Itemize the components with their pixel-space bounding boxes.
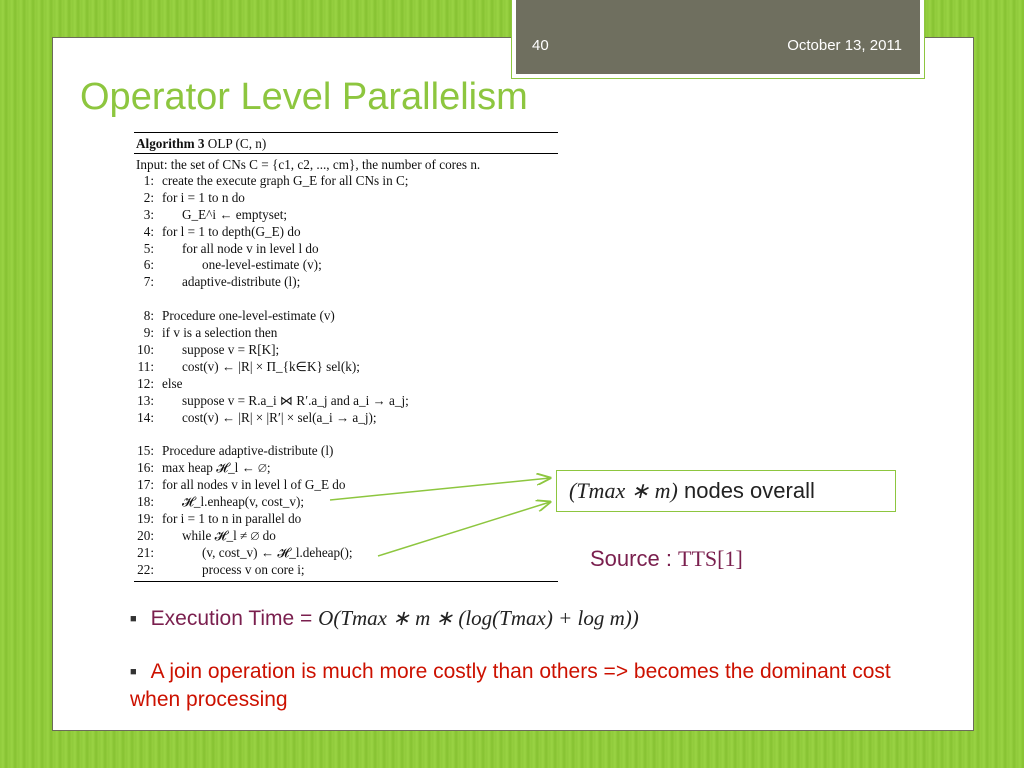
algorithm-line-number: 7: <box>143 274 154 290</box>
algorithm-line-number: 5: <box>143 240 154 256</box>
algorithm-line-code: cost(v) ← |R| × |R′| × sel(a_i → a_j); <box>182 409 377 425</box>
algorithm-line-code: while 𝓗_l ≠ ∅ do <box>182 527 276 543</box>
algorithm-line-number: 9: <box>143 325 154 341</box>
bullet-marker-icon: ■ <box>130 613 137 626</box>
algorithm-line-code: one-level-estimate (v); <box>202 257 322 273</box>
algorithm-line-code: create the execute graph G_E for all CNs in C; <box>162 173 409 188</box>
algorithm-input: Input: the set of CNs C = {c1, c2, ..., cm}, the number of cores n. <box>136 157 481 172</box>
source-label: Source : <box>590 546 679 571</box>
algorithm-line-number: 4: <box>143 223 154 239</box>
algorithm-line-number: 15: <box>137 443 154 459</box>
algorithm-line-number: 17: <box>137 477 154 493</box>
algorithm-line-number: 3: <box>143 206 154 222</box>
algorithm-line-code: adaptive-distribute (l); <box>182 274 301 290</box>
slide-number: 40 <box>532 37 549 54</box>
algorithm-line-number: 18: <box>137 494 154 510</box>
algorithm-line-code: else <box>162 375 183 391</box>
nodes-overall-callout <box>556 470 896 512</box>
algorithm-line-code: (v, cost_v) ← 𝓗_l.deheap(); <box>202 544 353 560</box>
algorithm-line-code: cost(v) ← |R| × Π_{k∈K} sel(k); <box>182 358 360 374</box>
algorithm-line-code: max heap 𝓗_l ← ∅; <box>162 460 271 476</box>
bullet-join-cost <box>130 658 900 714</box>
algorithm-line-number: 19: <box>137 511 154 527</box>
slide-title: Operator Level Parallelism <box>80 76 528 118</box>
algorithm-line-number: 21: <box>137 544 154 560</box>
algorithm-line-code: for all node v in level l do <box>182 240 319 256</box>
algorithm-line-code: 𝓗_l.enheap(v, cost_v); <box>182 494 304 510</box>
algorithm-line-code: G_E^i ← emptyset; <box>182 206 288 222</box>
bullet-1-text: Execution Time = <box>150 607 319 630</box>
algorithm-line-code: suppose v = R.a_i ⋈ R′.a_j and a_i → a_j; <box>182 392 409 408</box>
algorithm-line-number: 20: <box>137 527 154 543</box>
algorithm-line-code: Procedure one-level-estimate (v) <box>162 308 335 324</box>
algorithm-line-code: for l = 1 to depth(G_E) do <box>162 223 301 239</box>
algorithm-heading-label: Algorithm 3 <box>136 136 205 151</box>
algorithm-line-number: 10: <box>137 342 154 358</box>
algorithm-line-number: 14: <box>137 409 154 425</box>
algorithm-line-code: Procedure adaptive-distribute (l) <box>162 443 334 459</box>
algorithm-line-number: 13: <box>137 392 154 408</box>
bullet-marker-icon: ■ <box>130 666 137 679</box>
algorithm-line-number: 6: <box>143 257 154 273</box>
algorithm-line-code: if v is a selection then <box>162 325 278 341</box>
algorithm-line-code: for i = 1 to n in parallel do <box>162 511 302 527</box>
bullet-1-math: O(Tmax ∗ m ∗ (log(Tmax) + log m)) <box>318 606 639 630</box>
algorithm-line-number: 16: <box>137 460 154 476</box>
algorithm-line-number: 8: <box>143 308 154 324</box>
algorithm-line-number: 11: <box>137 358 154 374</box>
source-citation <box>590 546 743 572</box>
bullet-execution-time <box>130 604 639 633</box>
source-ref: TTS[1] <box>678 546 743 571</box>
algorithm-line-number: 22: <box>137 561 154 577</box>
algorithm-line-number: 2: <box>143 189 154 205</box>
bullet-2-text: A join operation is much more costly than others => becomes the dominant cost when processing <box>130 660 891 712</box>
callout-math: (Tmax ∗ m) <box>569 478 678 503</box>
arrow-line-21 <box>378 502 550 556</box>
algorithm-line-number: 12: <box>137 375 154 391</box>
algorithm-line-code: for all nodes v in level l of G_E do <box>162 477 346 493</box>
slide-date: October 13, 2011 <box>787 37 902 54</box>
callout-text: nodes overall <box>677 478 815 503</box>
algorithm-line-number: 1: <box>143 173 154 188</box>
algorithm-heading-rest: OLP (C, n) <box>204 136 267 151</box>
algorithm-line-code: for i = 1 to n do <box>162 189 245 205</box>
algorithm-line-code: suppose v = R[K]; <box>182 342 280 358</box>
arrow-line-18 <box>330 478 550 500</box>
algorithm-line-code: process v on core i; <box>202 561 305 577</box>
